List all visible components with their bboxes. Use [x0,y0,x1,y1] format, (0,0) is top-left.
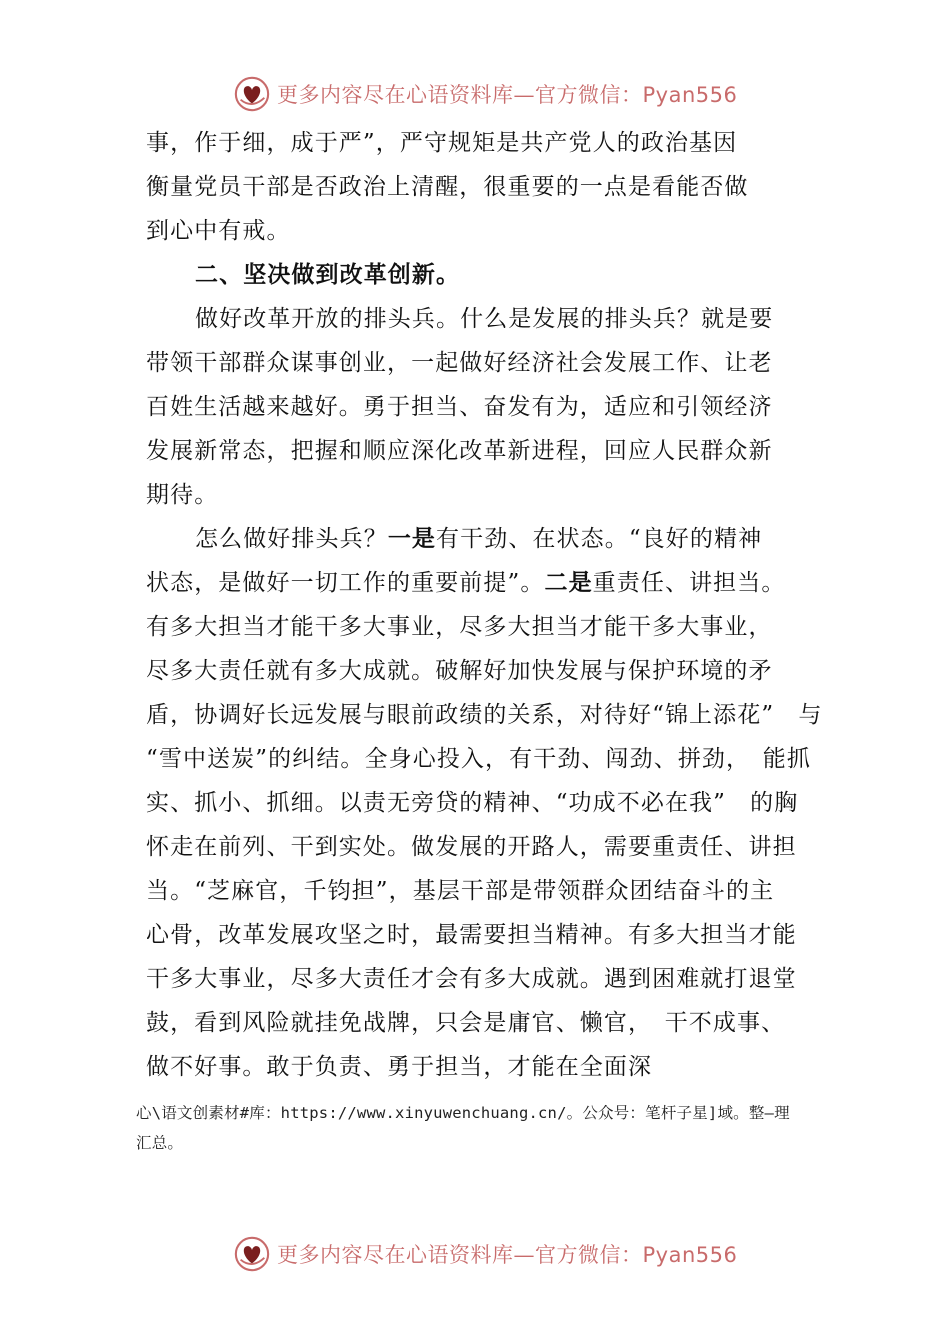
body-line: 怎么做好排头兵？一是有干劲、在状态。“良好的精神 [195,525,763,552]
body-line: 做好改革开放的排头兵。什么是发展的排头兵？就是要 [195,306,774,332]
body-line: 盾，协调好长远发展与眼前政绩的关系，对待好“锦上添花” 与 [146,702,823,728]
body-line: 实、抓小、抓细。以责无旁贷的精神、“功成不必在我” 的胸 [146,790,799,816]
body-line: 期待。 [146,482,219,508]
banner-text: 更多内容尽在心语资料库—官方微信：Pyan556 [277,83,738,107]
body-line: 状态，是做好一切工作的重要前提”。二是重责任、讲担当。 [146,569,786,596]
heart-logo-icon [233,75,271,113]
document-body [146,121,822,1089]
emphasis-first: 一是 [387,525,437,552]
emphasis-second: 二是 [544,569,593,596]
body-line: 百姓生活越来越好。勇于担当、奋发有为，适应和引领经济 [146,394,773,420]
wechat-id: Pyan556 [642,1243,738,1267]
footer-watermark-banner [233,1234,737,1274]
body-line: 有多大担当才能干多大事业，尽多大担当才能干多大事业， [146,614,773,640]
body-line: 心骨，改革发展攻坚之时，最需要担当精神。有多大担当才能 [146,922,797,948]
source-footnote [136,1098,826,1158]
body-line: 做不好事。敢于负责、勇于担当，才能在全面深 [146,1054,653,1080]
wechat-id: Pyan556 [642,83,738,107]
footnote-line-2: 汇总。 [136,1134,184,1152]
body-line: “雪中送炭”的纠结。全身心投入，有干劲、闯劲、拼劲， 能抓 [146,746,811,772]
footnote-line-1: 心\语文创素材#库：https://www.xinyuwenchuang.cn/。公众号：笔杆子星]域。整—理 [136,1104,790,1122]
body-line: 事，作于细，成于严”，严守规矩是共产党人的政治基因 [146,130,738,156]
body-line: 发展新常态，把握和顺应深化改革新进程，回应人民群众新 [146,438,773,464]
body-line: 怀走在前列、干到实处。做发展的开路人，需要重责任、讲担 [146,834,797,860]
body-line: 当。“芝麻官，千钧担”，基层干部是带领群众团结奋斗的主 [146,878,775,904]
body-line: 衡量党员干部是否政治上清醒，很重要的一点是看能否做 [146,174,749,200]
body-line: 到心中有戒。 [146,218,291,244]
body-line: 鼓，看到风险就挂免战牌，只会是庸官、懒官， 干不成事、 [146,1010,786,1036]
banner-text: 更多内容尽在心语资料库—官方微信：Pyan556 [277,1243,738,1267]
body-line: 干多大事业，尽多大责任才会有多大成就。遇到困难就打退堂 [146,966,797,992]
section-heading: 二、坚决做到改革创新。 [195,261,461,288]
body-line: 带领干部群众谋事创业，一起做好经济社会发展工作、让老 [146,350,773,376]
header-watermark-banner [233,74,737,114]
heart-logo-icon [233,1235,271,1273]
body-line: 尽多大责任就有多大成就。破解好加快发展与保护环境的矛 [146,658,773,684]
